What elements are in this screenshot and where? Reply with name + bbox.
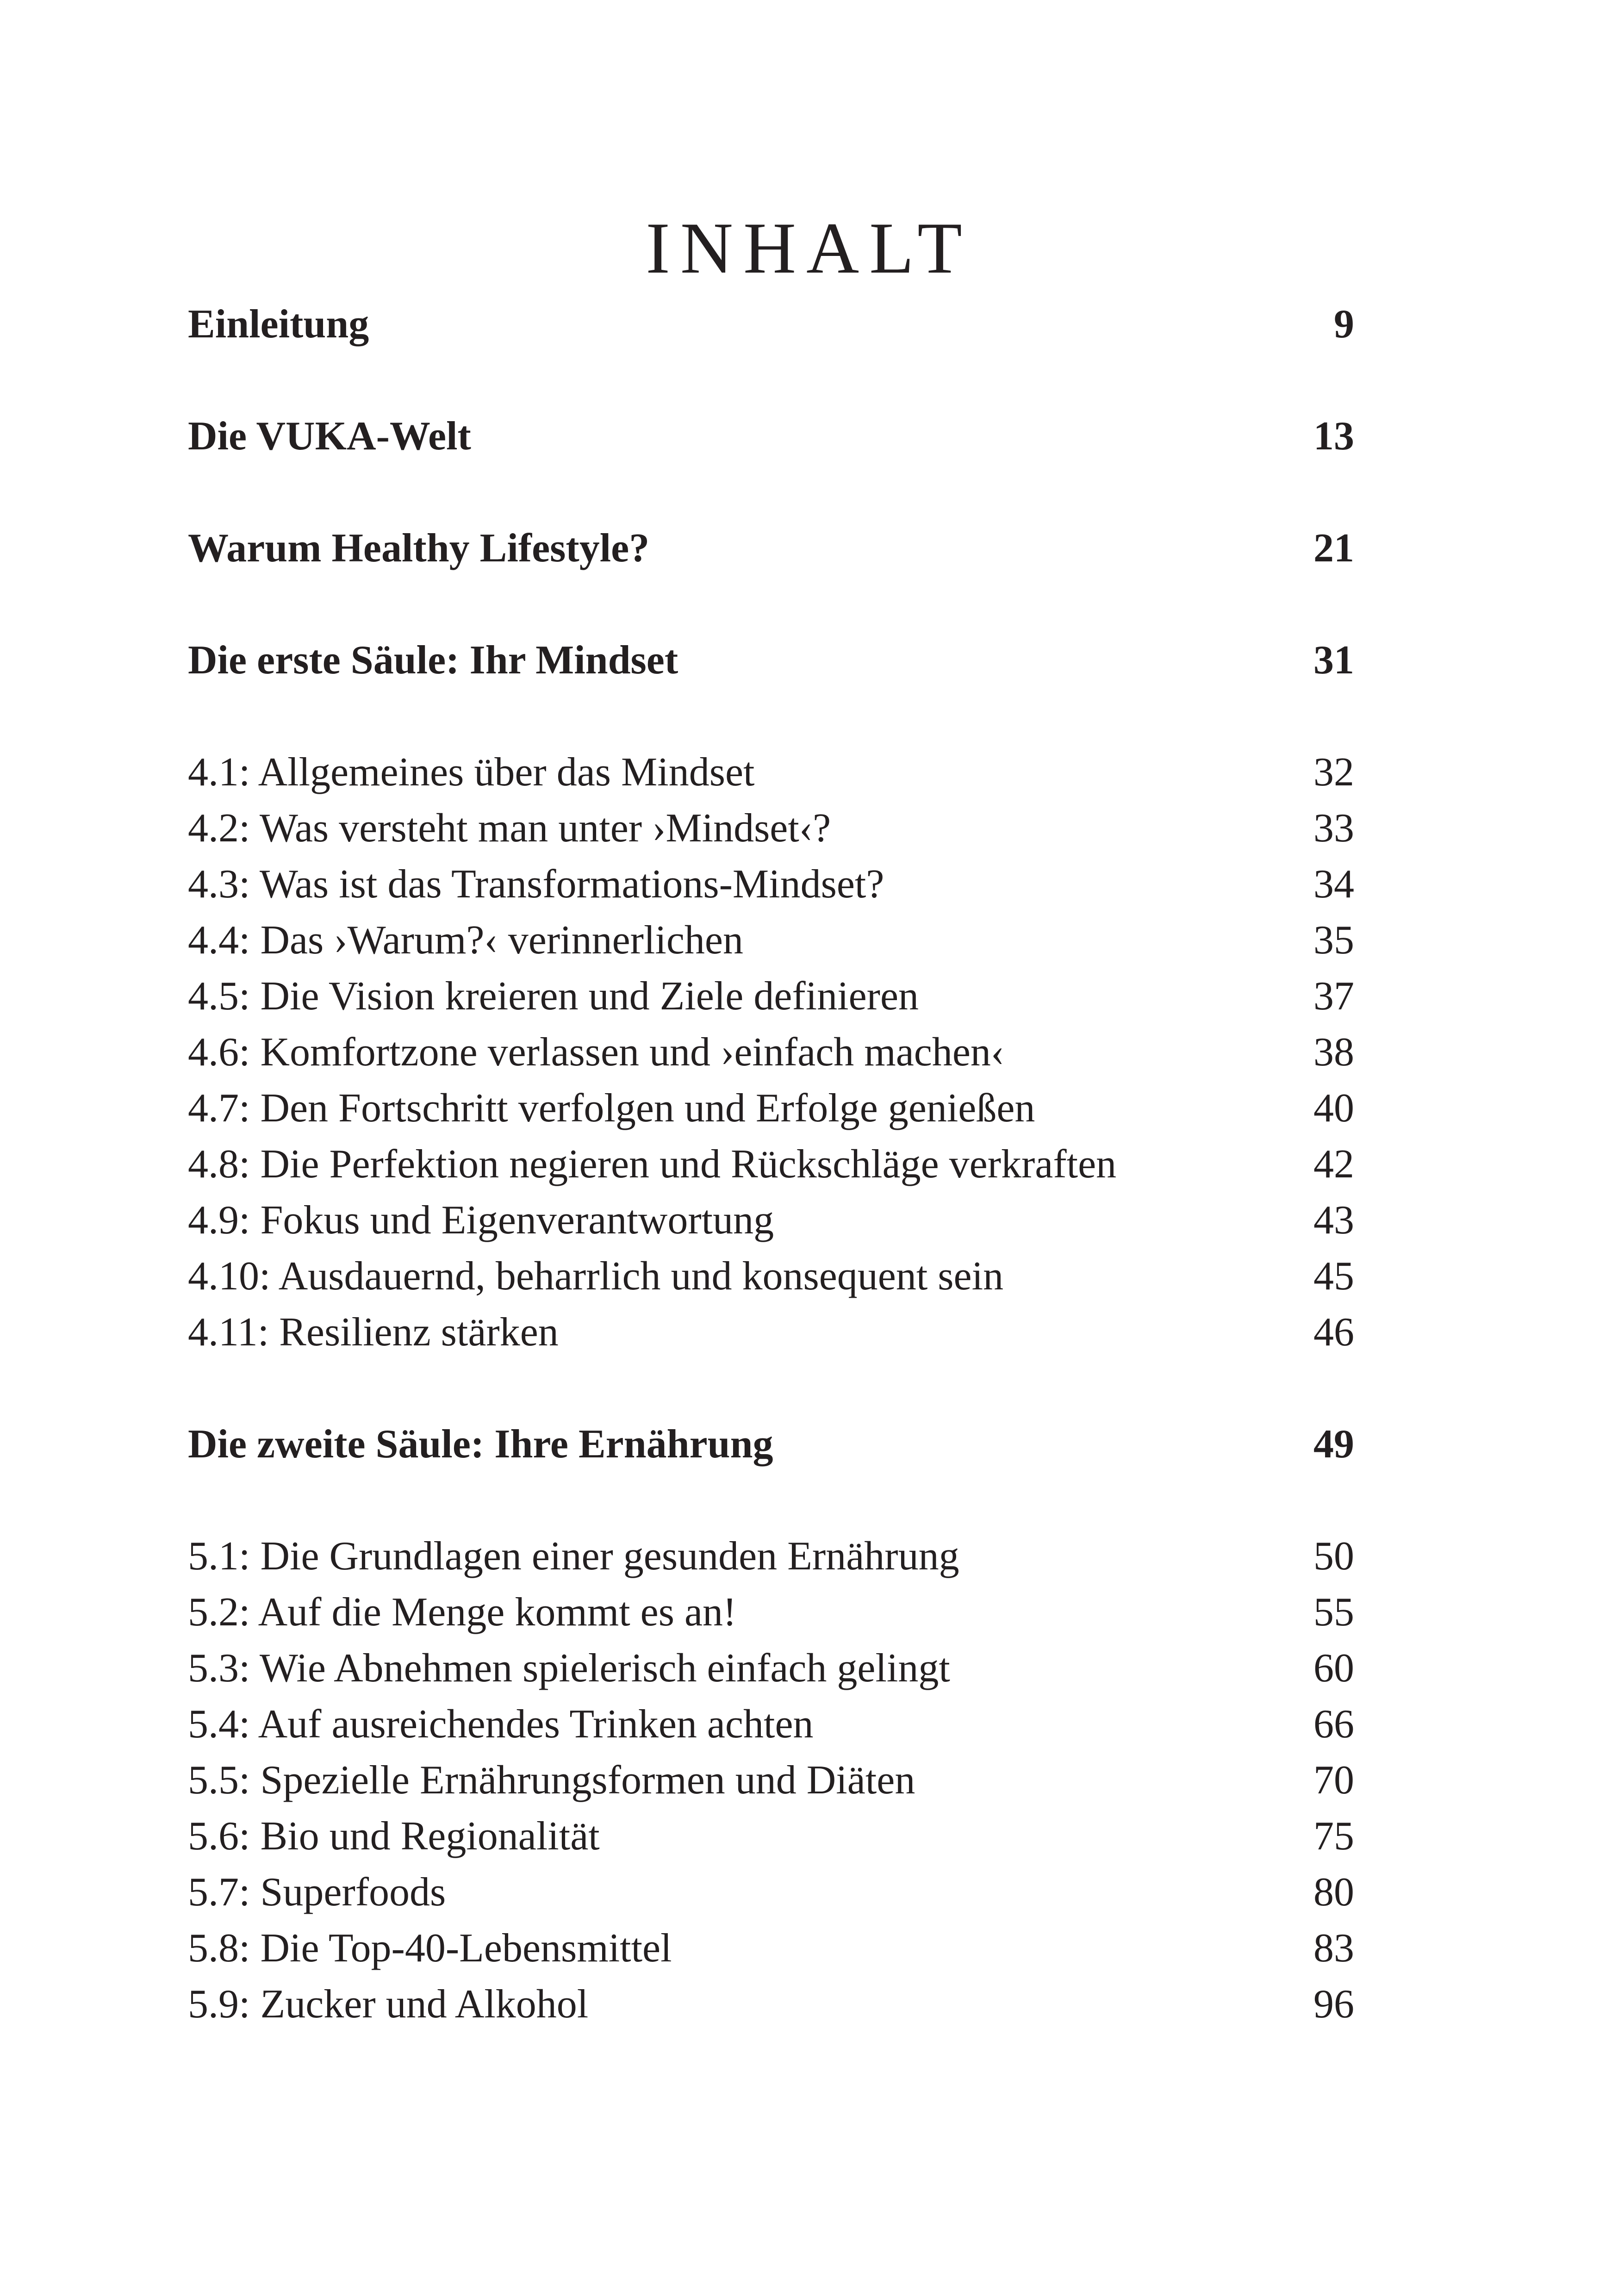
toc-entry-page-number: 60 bbox=[1313, 1646, 1354, 1691]
toc-section-entry bbox=[188, 1136, 1354, 1192]
toc-entry-page-number: 13 bbox=[1313, 414, 1354, 459]
toc-entry-page-number: 31 bbox=[1313, 638, 1354, 683]
toc-section-entry bbox=[188, 1808, 1354, 1864]
toc-entry-label: 4.5: Die Vision kreieren und Ziele definieren bbox=[188, 974, 919, 1019]
toc-entry-page-number: 83 bbox=[1313, 1926, 1354, 1971]
toc-entry-label: 5.4: Auf ausreichendes Trinken achten bbox=[188, 1702, 814, 1747]
toc-entry-label: 5.2: Auf die Menge kommt es an! bbox=[188, 1590, 737, 1635]
toc-chapter-entry bbox=[188, 408, 1354, 464]
toc-entry-label: 4.9: Fokus und Eigenverantwortung bbox=[188, 1198, 774, 1243]
toc-entry-label: 4.11: Resilienz stärken bbox=[188, 1310, 559, 1355]
toc-entry-page-number: 42 bbox=[1313, 1142, 1354, 1187]
toc-entry-label: 4.8: Die Perfektion negieren und Rückschläge verkraften bbox=[188, 1142, 1117, 1187]
toc-section-entry bbox=[188, 1584, 1354, 1640]
toc-entry-label: Die VUKA-Welt bbox=[188, 414, 471, 459]
toc-entry-page-number: 9 bbox=[1334, 302, 1354, 347]
toc-entry-page-number: 80 bbox=[1313, 1870, 1354, 1915]
toc-section-entry bbox=[188, 1080, 1354, 1136]
toc-entry-page-number: 21 bbox=[1313, 526, 1354, 571]
toc-entry-label: 4.2: Was versteht man unter ›Mindset‹? bbox=[188, 806, 831, 851]
toc-section-entry bbox=[188, 744, 1354, 800]
toc-entry-page-number: 50 bbox=[1313, 1534, 1354, 1579]
toc-entry-label: Einleitung bbox=[188, 302, 369, 347]
toc-section-entry bbox=[188, 1528, 1354, 1584]
toc-section-entry bbox=[188, 1024, 1354, 1080]
toc-chapter-entry bbox=[188, 632, 1354, 688]
toc-section-entry bbox=[188, 968, 1354, 1024]
toc-entry-label: 5.7: Superfoods bbox=[188, 1870, 446, 1915]
toc-entry-page-number: 75 bbox=[1313, 1814, 1354, 1859]
toc-section-entry bbox=[188, 1976, 1354, 2032]
toc-entry-label: 5.3: Wie Abnehmen spielerisch einfach gelingt bbox=[188, 1646, 950, 1691]
toc-section-entry bbox=[188, 1304, 1354, 1360]
toc-entry-label: 5.6: Bio und Regionalität bbox=[188, 1814, 600, 1859]
toc-entry-page-number: 37 bbox=[1313, 974, 1354, 1019]
toc-section-entry bbox=[188, 800, 1354, 856]
toc-entry-label: Die erste Säule: Ihr Mindset bbox=[188, 638, 678, 683]
toc-entry-label: 4.7: Den Fortschritt verfolgen und Erfolge genießen bbox=[188, 1086, 1035, 1131]
toc-entry-page-number: 32 bbox=[1313, 750, 1354, 795]
toc-entry-page-number: 33 bbox=[1313, 806, 1354, 851]
toc-section-entry bbox=[188, 1696, 1354, 1752]
toc-section-entry bbox=[188, 1864, 1354, 1920]
toc-entry-label: 4.10: Ausdauernd, beharrlich und konsequent sein bbox=[188, 1254, 1004, 1299]
toc-entry-page-number: 35 bbox=[1313, 918, 1354, 963]
toc-chapter-entry bbox=[188, 1416, 1354, 1472]
toc-entry-label: 4.3: Was ist das Transformations-Mindset? bbox=[188, 862, 884, 907]
toc-section-entry bbox=[188, 1192, 1354, 1248]
toc-entry-page-number: 38 bbox=[1313, 1030, 1354, 1075]
toc-entry-page-number: 45 bbox=[1313, 1254, 1354, 1299]
toc-entry-label: 5.5: Spezielle Ernährungsformen und Diäten bbox=[188, 1758, 915, 1803]
toc-entry-page-number: 49 bbox=[1313, 1422, 1354, 1467]
toc-entry-page-number: 34 bbox=[1313, 862, 1354, 907]
toc-entry-label: Die zweite Säule: Ihre Ernährung bbox=[188, 1422, 773, 1467]
toc-entry-page-number: 43 bbox=[1313, 1198, 1354, 1243]
toc-entry-label: 4.1: Allgemeines über das Mindset bbox=[188, 750, 755, 795]
table-of-contents bbox=[188, 296, 1354, 2032]
toc-section-entry bbox=[188, 1920, 1354, 1976]
toc-entry-page-number: 66 bbox=[1313, 1702, 1354, 1747]
toc-entry-label: 4.4: Das ›Warum?‹ verinnerlichen bbox=[188, 918, 743, 963]
toc-section-entry bbox=[188, 912, 1354, 968]
toc-entry-page-number: 96 bbox=[1313, 1982, 1354, 2027]
toc-entry-page-number: 46 bbox=[1313, 1310, 1354, 1355]
toc-entry-label: 5.8: Die Top-40-Lebensmittel bbox=[188, 1926, 672, 1971]
page-title: INHALT bbox=[646, 208, 972, 289]
toc-section-entry bbox=[188, 1640, 1354, 1696]
toc-entry-page-number: 70 bbox=[1313, 1758, 1354, 1803]
toc-chapter-entry bbox=[188, 520, 1354, 576]
toc-chapter-entry bbox=[188, 296, 1354, 352]
toc-entry-label: 4.6: Komfortzone verlassen und ›einfach machen‹ bbox=[188, 1030, 1005, 1075]
toc-section-entry bbox=[188, 856, 1354, 912]
toc-section-entry bbox=[188, 1248, 1354, 1304]
toc-section-entry bbox=[188, 1752, 1354, 1808]
toc-entry-page-number: 55 bbox=[1313, 1590, 1354, 1635]
toc-entry-label: 5.9: Zucker und Alkohol bbox=[188, 1982, 589, 2027]
toc-entry-label: Warum Healthy Lifestyle? bbox=[188, 526, 650, 571]
toc-entry-page-number: 40 bbox=[1313, 1086, 1354, 1131]
toc-entry-label: 5.1: Die Grundlagen einer gesunden Ernährung bbox=[188, 1534, 959, 1579]
